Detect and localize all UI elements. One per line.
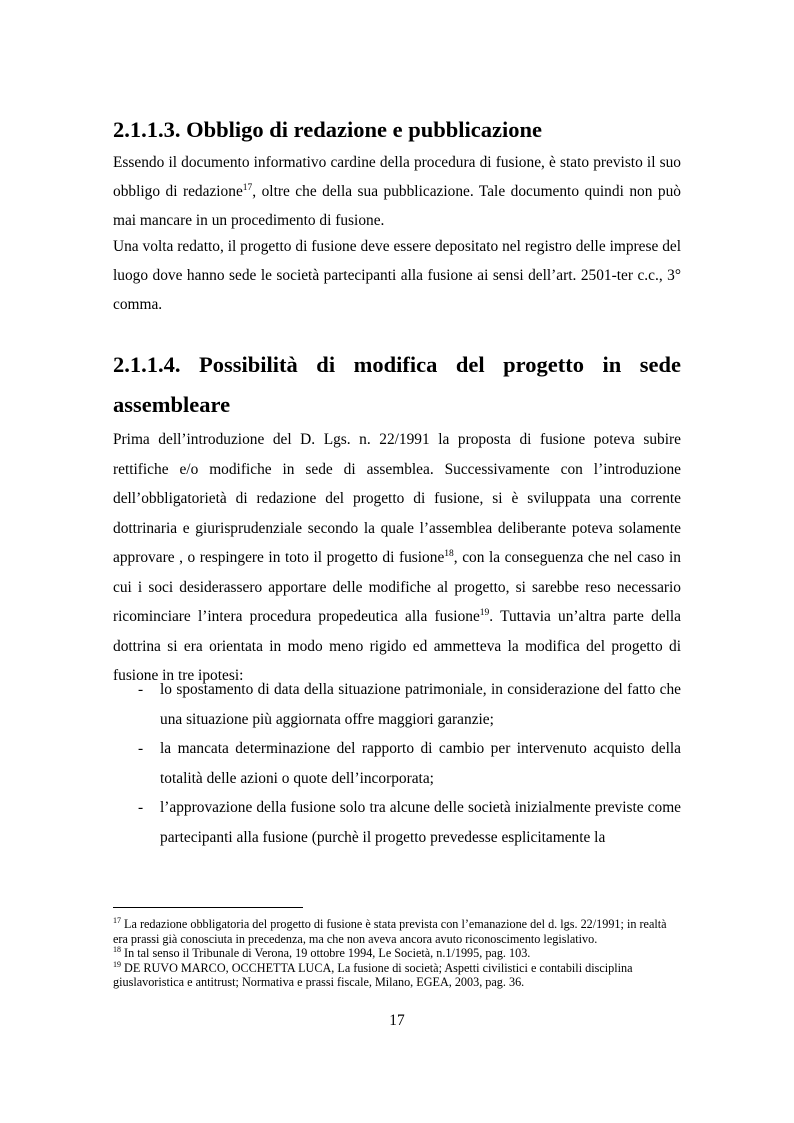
list-dash: - (138, 740, 144, 757)
footnotes (113, 917, 681, 990)
footnote-number: 17 (113, 915, 121, 925)
paragraph-text: Essendo il documento informativo cardine della procedura di fusione, è stato previsto il suo obbligo di redazione (113, 154, 681, 200)
footnote-ref-18[interactable]: 18 (444, 548, 454, 559)
footnote-separator (113, 907, 303, 908)
footnote-text: La redazione obbligatoria del progetto di fusione è stata prevista con l’emanazione del d. lgs. 22/1991; in realtà era prassi già conosciuta in precedenza, ma che non aveva ancora avuto riconoscimento legislativo. (113, 917, 667, 946)
footnote-number: 19 (113, 959, 121, 969)
list-item-text: la mancata determinazione del rapporto di cambio per intervenuto acquisto della totalità delle azioni o quote dell’incorporata; (160, 740, 681, 787)
section3-paragraph-2: Una volta redatto, il progetto di fusione deve essere depositato nel registro delle imprese del luogo dove hanno sede le società partecipanti alla fusione ai sensi dell’art. 2501-ter c.c., 3° comma. (113, 238, 681, 313)
footnote-text: DE RUVO MARCO, OCCHETTA LUCA, La fusione di società; Aspetti civilistici e contabili disciplina giuslavoristica e antitrust; Normativa e prassi fiscale, Milano, EGEA, 2003, pag. 36. (113, 960, 633, 989)
footnote-ref-19[interactable]: 19 (479, 607, 490, 618)
section3-paragraph-1 (113, 148, 681, 235)
paragraph-text: , oltre che della sua pubblicazione. Tale documento quindi non può mai mancare in un procedimento di fusione. (113, 183, 681, 229)
footnote-18 (113, 946, 681, 961)
section-heading-2-1-1-3: 2.1.1.3. Obbligo di redazione e pubblicazione (113, 117, 543, 142)
footnote-17 (113, 917, 681, 946)
list-dash: - (138, 799, 144, 816)
section4-paragraph (113, 425, 681, 691)
list-item-text: lo spostamento di data della situazione patrimoniale, in considerazione del fatto che una situazione più aggiornata offre maggiori garanzie; (160, 681, 681, 728)
list-item-text: l’approvazione della fusione solo tra alcune delle società inizialmente previste come partecipanti alla fusione (purchè il progetto prevedesse esplicitamente la (160, 799, 681, 846)
paragraph-text: , con la conseguenza che nel caso in cui i soci desiderassero apportare delle modifiche al progetto, si sarebbe reso necessario ricominciare l’intera procedura propedeutica alla fusione (113, 549, 682, 625)
footnote-ref-17[interactable]: 17 (242, 182, 253, 193)
section-heading-2-1-1-4: 2.1.1.4. Possibilità di modifica del progetto in sede assembleare (113, 352, 681, 417)
footnote-text: In tal senso il Tribunale di Verona, 19 ottobre 1994, Le Società, n.1/1995, pag. 103. (121, 946, 531, 960)
footnote-number: 18 (113, 944, 121, 954)
footnote-19 (113, 961, 681, 990)
list-item (113, 675, 681, 734)
hypotheses-list (113, 675, 681, 852)
list-dash: - (138, 681, 144, 698)
paragraph-text: Prima dell’introduzione del D. Lgs. n. 22/1991 la proposta di fusione poteva subire rettifiche e/o modifiche in sede di assemblea. Successivamente con l’introduzione dell’obbligatorietà di redazione del progetto di fusione, si è sviluppata una corrente dottrinaria e giurisprudenziale secondo la quale l’assemblea deliberante poteva solamente approvare , o respingere in toto il progetto di fusione (113, 431, 681, 566)
paragraph-text: . Tuttavia un’altra parte della dottrina si era orientata in modo meno rigido ed ammetteva la modifica del progetto di fusione in tre ipotesi: (113, 608, 681, 684)
page-number: 17 (389, 1012, 405, 1029)
list-item (113, 793, 681, 852)
list-item (113, 734, 681, 793)
